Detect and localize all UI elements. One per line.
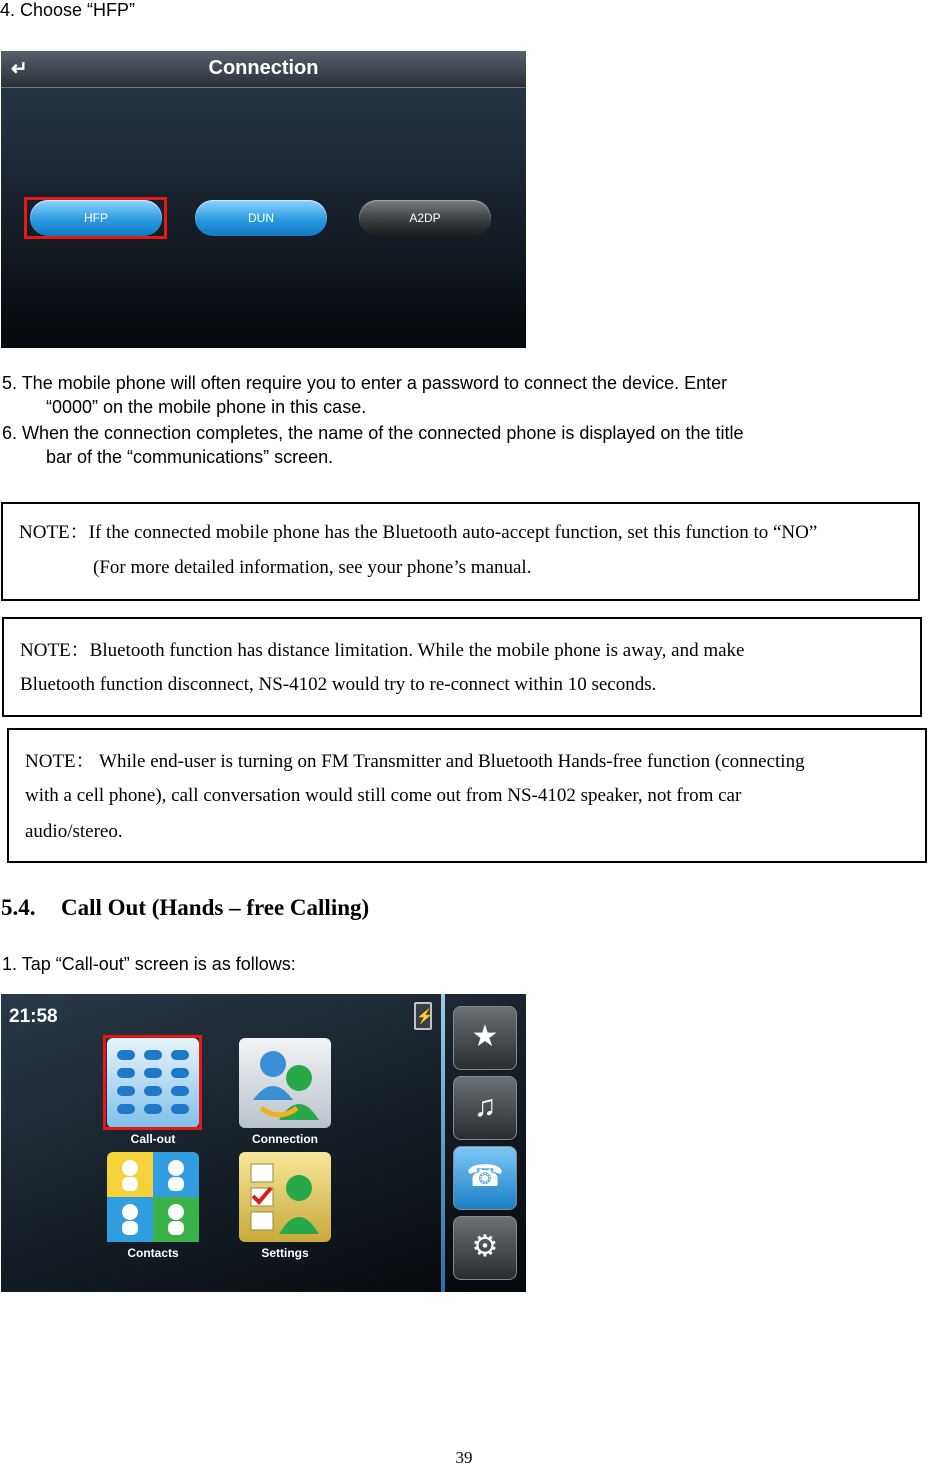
settings-tile[interactable]	[239, 1152, 331, 1242]
settings-checklist-icon	[239, 1152, 331, 1242]
vertical-divider	[441, 994, 445, 1292]
note-3-line-1: NOTE： While end-user is turning on FM Transmitter and Bluetooth Hands-free function (connecting	[25, 751, 805, 772]
settings-label: Settings	[261, 1246, 309, 1260]
step-1-text: 1. Tap “Call-out” screen is as follows:	[2, 954, 296, 974]
title-bar	[1, 51, 526, 88]
page-number: 39	[455, 1448, 473, 1467]
section-heading	[1, 895, 369, 921]
hfp-button[interactable]: HFP	[30, 200, 162, 236]
note-box-distance	[2, 617, 922, 717]
a2dp-button[interactable]: A2DP	[359, 200, 491, 236]
favorites-star-icon[interactable]: ★	[453, 1006, 517, 1070]
step-6-line-2: bar of the “communications” screen.	[46, 447, 334, 467]
section-title: Call Out (Hands – free Calling)	[61, 895, 370, 920]
step-4-text: 4. Choose “HFP”	[0, 0, 136, 20]
hfp-highlight-box	[24, 197, 167, 239]
connection-screenshot	[1, 51, 526, 348]
note-box-auto-accept	[1, 502, 920, 601]
clock-display: 21:58	[9, 1006, 58, 1027]
media-music-icon[interactable]: ♫	[453, 1076, 517, 1140]
contacts-label: Contacts	[127, 1246, 179, 1260]
note-2-line-1: NOTE：Bluetooth function has distance limitation. While the mobile phone is away, and make	[20, 640, 745, 661]
connection-title: Connection	[208, 57, 319, 79]
back-icon[interactable]: ↵	[11, 58, 28, 80]
call-out-highlight-box	[103, 1035, 202, 1130]
contacts-tile[interactable]	[107, 1152, 199, 1242]
note-2-line-2: Bluetooth function disconnect, NS-4102 would try to re-connect within 10 seconds.	[20, 674, 657, 695]
note-1-line-1: NOTE：If the connected mobile phone has the Bluetooth auto-accept function, set this function to “NO”	[19, 522, 818, 543]
home-menu-screenshot	[1, 994, 526, 1292]
note-box-fm-transmitter	[7, 728, 927, 863]
note-3-line-3: audio/stereo.	[25, 821, 123, 842]
step-6-line-1: 6. When the connection completes, the name of the connected phone is displayed on the title	[2, 423, 744, 443]
contacts-icon	[107, 1152, 199, 1242]
note-3-line-2: with a cell phone), call conversation would still come out from NS-4102 speaker, not from car	[25, 785, 742, 806]
section-number: 5.4.	[1, 895, 36, 920]
battery-icon: ⚡	[414, 1002, 432, 1030]
step-5-line-1: 5. The mobile phone will often require you to enter a password to connect the device. Enter	[2, 373, 728, 393]
step-5-line-2: “0000” on the mobile phone in this case.	[46, 397, 367, 417]
connection-icon	[239, 1038, 331, 1128]
dun-button[interactable]: DUN	[195, 200, 327, 236]
bluetooth-phone-icon[interactable]: ☎	[453, 1146, 517, 1210]
connection-label: Connection	[252, 1132, 318, 1146]
settings-gear-icon[interactable]: ⚙	[453, 1216, 517, 1280]
call-out-label: Call-out	[130, 1132, 176, 1146]
connection-tile[interactable]	[239, 1038, 331, 1128]
note-1-line-2: (For more detailed information, see your phone’s manual.	[93, 557, 532, 578]
